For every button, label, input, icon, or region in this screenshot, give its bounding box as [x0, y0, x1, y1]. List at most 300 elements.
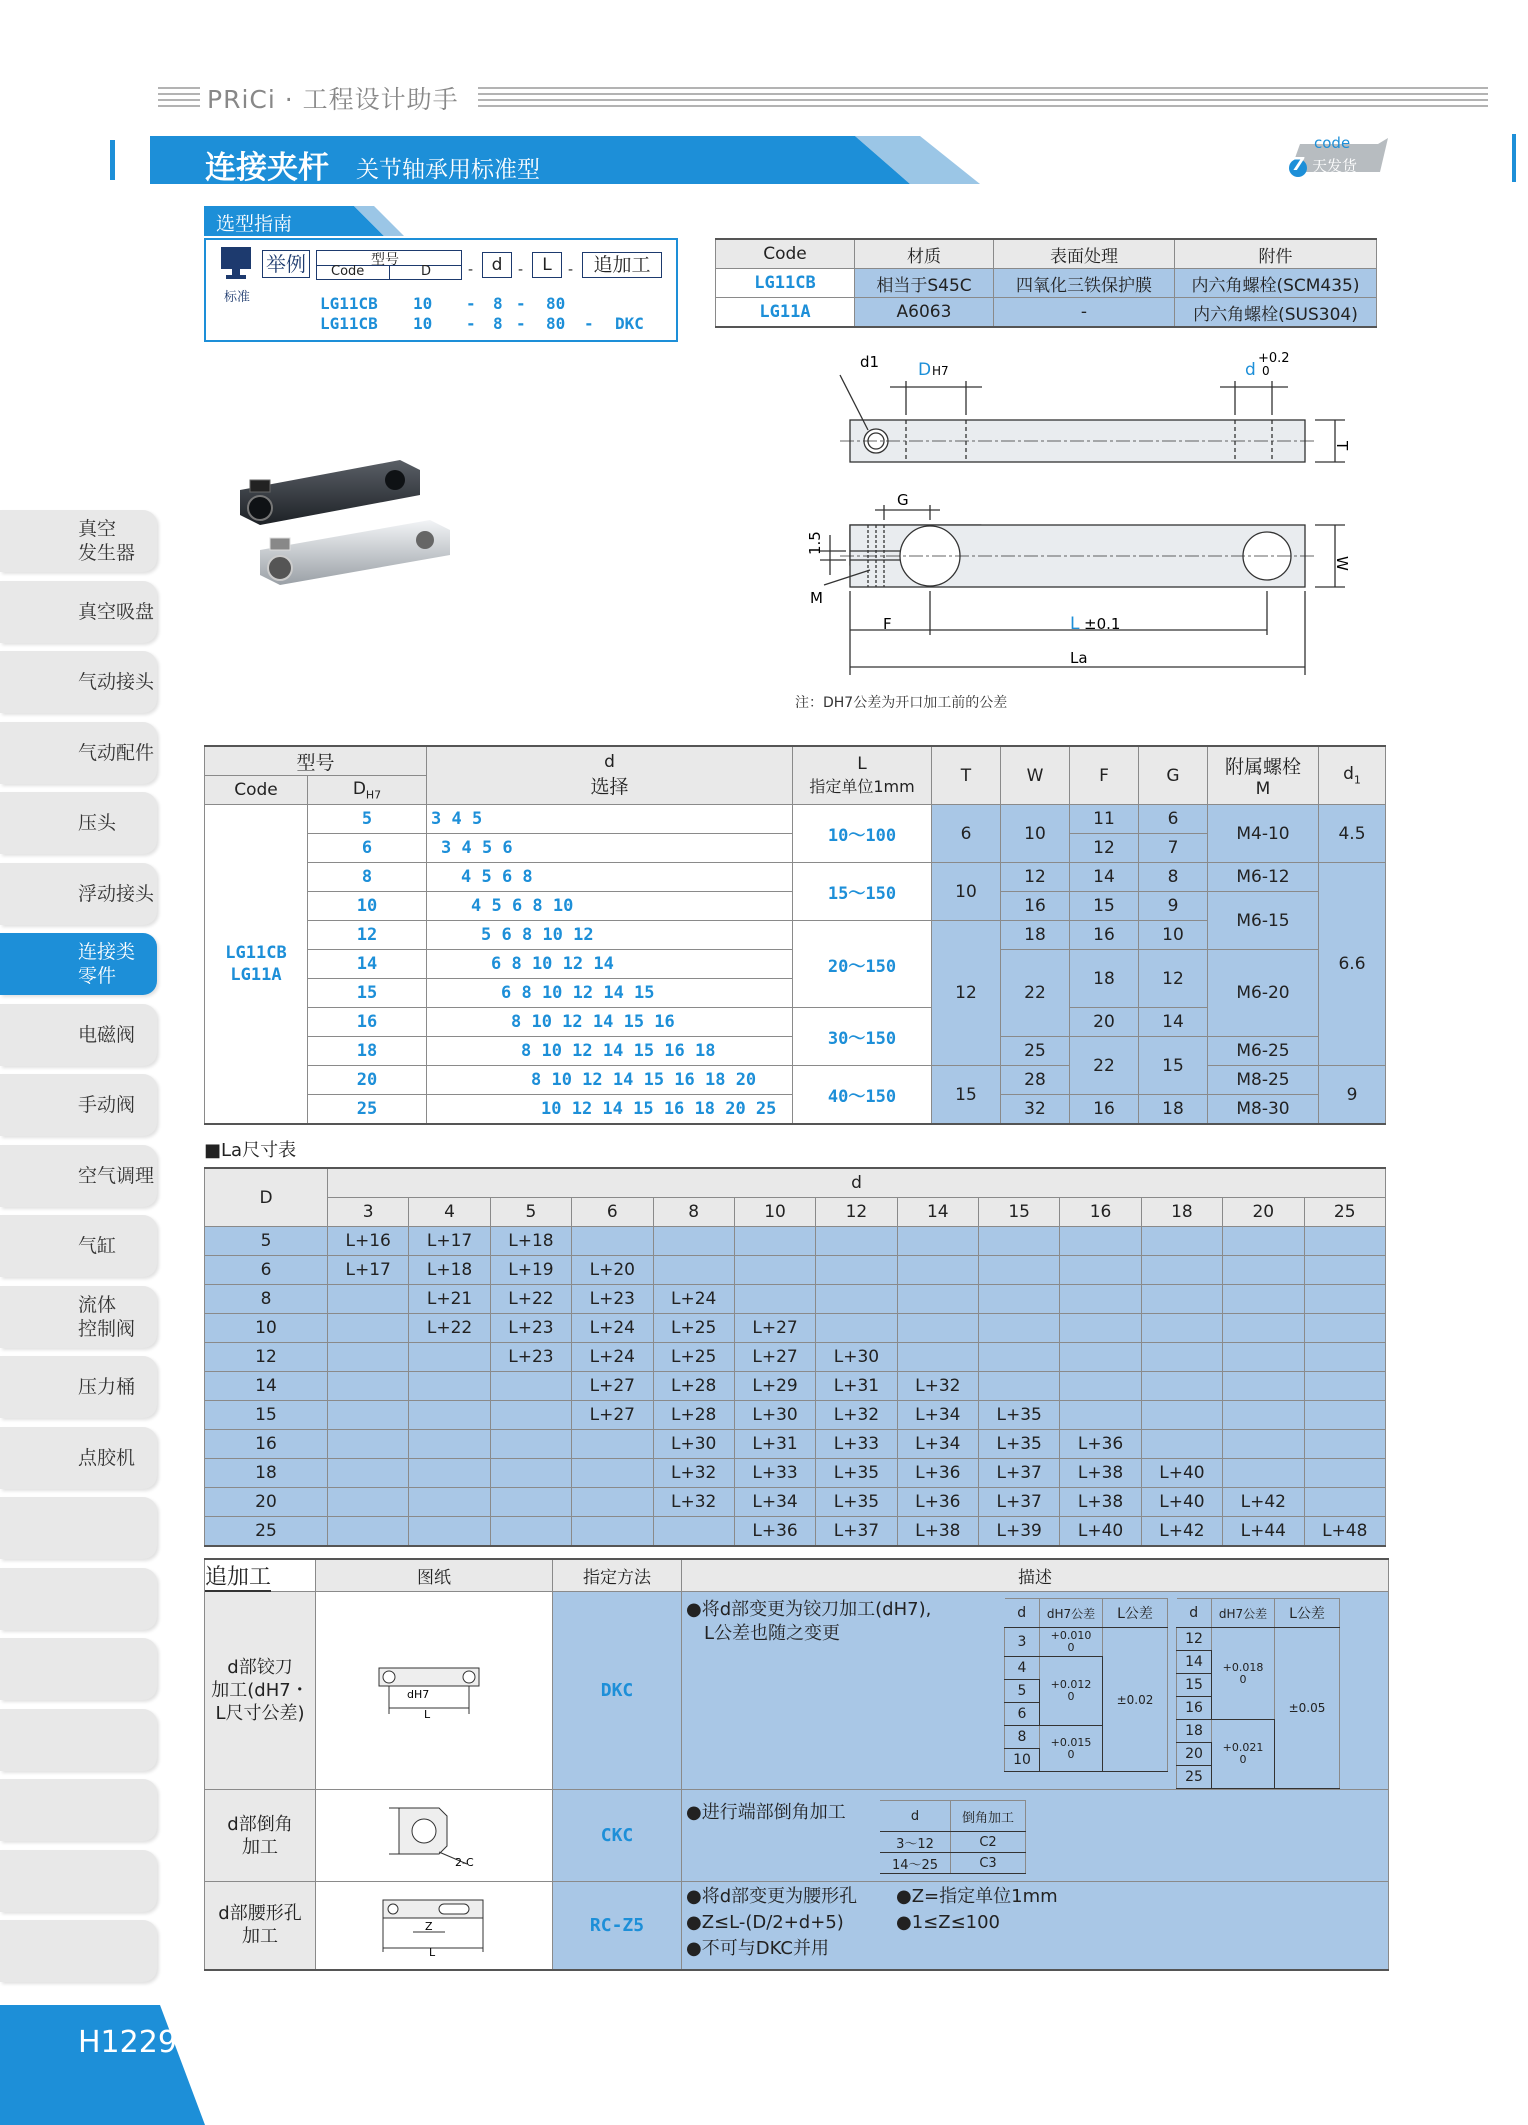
la-cell [328, 1401, 409, 1430]
spec-W: 18 [1001, 921, 1070, 950]
header-right-bar [1512, 134, 1516, 182]
la-cell: L+48 [1304, 1517, 1386, 1547]
la-cell [490, 1459, 571, 1488]
la-cell: L+42 [1141, 1517, 1222, 1547]
la-cell: L+22 [409, 1314, 490, 1343]
spec-W: 16 [1001, 892, 1070, 921]
la-cell [328, 1430, 409, 1459]
material-cell: LG11CB [716, 269, 855, 298]
dim-D: D [918, 360, 932, 380]
spec-D: 15 [308, 979, 427, 1008]
sidebar-item-4[interactable] [0, 792, 157, 854]
sidebar-item-label: 压力桶 [78, 1376, 136, 1398]
la-cell: L+19 [490, 1256, 571, 1285]
la-cell [1141, 1314, 1222, 1343]
guide-title: 选型指南 [216, 213, 293, 235]
guide-row-code: LG11CB [320, 294, 378, 313]
sidebar-item-3[interactable] [0, 722, 157, 784]
spec-F: 11 [1070, 805, 1139, 834]
mat-h-accessory: 附件 [1175, 239, 1377, 269]
dim-L-tol: ±0.1 [1084, 615, 1121, 633]
la-cell [328, 1517, 409, 1547]
la-row [205, 1372, 1386, 1401]
la-row [205, 1488, 1386, 1517]
la-cell [1060, 1314, 1141, 1343]
extra-h-desc: 描述 [682, 1559, 1389, 1592]
la-cell [1223, 1401, 1304, 1430]
sidebar-item-label: 气动配件 [78, 741, 155, 764]
la-cell [1060, 1343, 1141, 1372]
spec-h-T: T [932, 746, 1001, 805]
ckc-header: 倒角加工 [951, 1801, 1026, 1832]
la-cell [1304, 1488, 1386, 1517]
la-D: 10 [205, 1314, 328, 1343]
la-cell [816, 1314, 897, 1343]
extra-h-title: 追加工 [205, 1559, 316, 1592]
spec-h-code: Code [205, 776, 308, 805]
dkc-tol-value: +0.012 0 [1040, 1657, 1103, 1726]
la-cell: L+35 [816, 1459, 897, 1488]
la-cell: L+17 [328, 1256, 409, 1285]
mat-h-surface: 表面处理 [994, 239, 1175, 269]
delivery-badge: code 7 天发货 [1280, 134, 1390, 180]
la-cell: L+40 [1060, 1517, 1141, 1547]
svg-text:L: L [424, 1708, 431, 1718]
la-cell: L+27 [734, 1314, 815, 1343]
la-cell: L+36 [897, 1488, 978, 1517]
dkc-tol-d: 4 [1005, 1657, 1040, 1680]
la-cell [1141, 1227, 1222, 1256]
spec-G: 12 [1139, 950, 1208, 1008]
la-col-header: 15 [979, 1198, 1060, 1227]
spec-G: 7 [1139, 834, 1208, 863]
dkc-tol-header: dH7公差 [1212, 1599, 1275, 1628]
la-cell [1141, 1430, 1222, 1459]
guide-row-dash2: - [516, 314, 526, 333]
la-cell [1060, 1256, 1141, 1285]
extra-name-ckc: d部倒角 加工 [205, 1790, 316, 1882]
la-cell [328, 1459, 409, 1488]
la-cell: L+27 [734, 1343, 815, 1372]
sidebar-item-12[interactable] [0, 1356, 157, 1418]
spec-D: 18 [308, 1037, 427, 1066]
dkc-tol-value: +0.021 0 [1212, 1720, 1275, 1789]
spec-h-G: G [1139, 746, 1208, 805]
extra-box: 追加工 [582, 252, 662, 278]
spec-d-options: 6 8 10 12 14 15 [427, 979, 793, 1008]
la-cell [409, 1488, 490, 1517]
sidebar-item-14[interactable] [0, 1497, 157, 1559]
la-cell: L+17 [409, 1227, 490, 1256]
spec-d-options: 3 4 5 [427, 805, 793, 834]
extra-h-drawing: 图纸 [316, 1559, 553, 1592]
spec-G: 10 [1139, 921, 1208, 950]
spec-T: 15 [932, 1066, 1001, 1125]
la-col-header: 10 [734, 1198, 815, 1227]
mat-h-code: Code [716, 239, 855, 269]
la-cell [1223, 1343, 1304, 1372]
spec-F: 18 [1070, 950, 1139, 1008]
spec-T: 10 [932, 863, 1001, 921]
dkc-tol-d: 18 [1177, 1720, 1212, 1743]
extra-desc-ckc: ●进行端部倒角加工 d 倒角加工 3～12 C2 14～25 C3 [682, 1790, 1389, 1882]
la-cell [409, 1459, 490, 1488]
sidebar-item-7[interactable] [0, 1004, 157, 1066]
la-cell [490, 1430, 571, 1459]
svg-text:L: L [429, 1945, 436, 1956]
spec-d-options: 8 10 12 14 15 16 18 [427, 1037, 793, 1066]
ckc-header: d [880, 1801, 951, 1832]
la-cell [816, 1256, 897, 1285]
spec-h-F: F [1070, 746, 1139, 805]
la-D: 20 [205, 1488, 328, 1517]
spec-G: 18 [1139, 1095, 1208, 1125]
material-table [715, 238, 1377, 328]
la-cell [409, 1517, 490, 1547]
spec-row [205, 1066, 1386, 1095]
spec-M: M6-20 [1208, 950, 1319, 1037]
dkc-tol-header: L公差 [1275, 1599, 1340, 1628]
la-cell: L+32 [897, 1372, 978, 1401]
spec-d1: 4.5 [1319, 805, 1386, 863]
la-cell [1141, 1372, 1222, 1401]
ckc-cell: 14～25 [880, 1853, 951, 1874]
spec-G: 8 [1139, 863, 1208, 892]
la-cell [734, 1285, 815, 1314]
sidebar-item-9[interactable] [0, 1145, 157, 1207]
la-cell [409, 1372, 490, 1401]
la-cell [816, 1285, 897, 1314]
spec-L: 20～150 [793, 921, 932, 1008]
spec-W: 10 [1001, 805, 1070, 863]
la-col-header: 8 [653, 1198, 734, 1227]
sidebar-item-label: 空气调理 [78, 1164, 155, 1187]
spec-row [205, 805, 1386, 834]
material-row [716, 269, 1377, 298]
la-cell [328, 1343, 409, 1372]
technical-drawing [780, 345, 1360, 675]
la-cell: L+23 [572, 1285, 653, 1314]
sidebar-item-label: 手动阀 [78, 1094, 136, 1116]
la-cell [979, 1343, 1060, 1372]
dkc-tolerance-right [1176, 1598, 1340, 1789]
la-cell: L+33 [816, 1430, 897, 1459]
la-cell [1223, 1459, 1304, 1488]
spec-M: M6-12 [1208, 863, 1319, 892]
la-table-title: ■La尺寸表 [204, 1140, 297, 1161]
la-cell: L+31 [734, 1430, 815, 1459]
sidebar-item-label: 气缸 [78, 1235, 117, 1257]
spec-W: 22 [1001, 950, 1070, 1037]
guide-row-dash1: - [466, 314, 476, 333]
la-cell: L+21 [409, 1285, 490, 1314]
spec-D: 6 [308, 834, 427, 863]
dkc-tol-d: 20 [1177, 1743, 1212, 1766]
la-cell: L+28 [653, 1401, 734, 1430]
page-number: H1229 [78, 2025, 177, 2060]
sidebar-item-6[interactable] [0, 933, 157, 995]
dim-W: W [1333, 556, 1351, 571]
la-cell [979, 1372, 1060, 1401]
la-cell [1060, 1227, 1141, 1256]
la-cell: L+34 [897, 1430, 978, 1459]
la-cell [1223, 1430, 1304, 1459]
la-cell [897, 1256, 978, 1285]
extra-drawing-dkc [316, 1592, 553, 1790]
sidebar-item-8[interactable] [0, 1074, 157, 1136]
dkc-sketch [369, 1658, 499, 1718]
ckc-chamfer-table [880, 1800, 1026, 1874]
la-cell [490, 1401, 571, 1430]
sidebar-item-2[interactable] [0, 651, 157, 713]
spec-F: 16 [1070, 1095, 1139, 1125]
la-cell: L+22 [490, 1285, 571, 1314]
extra-desc-rc: ●将d部变更为腰形孔 ●Z=指定单位1mm ●Z≤L-(D/2+d+5) ●1≤Z≤100 ●不可与DKC并用 [682, 1882, 1389, 1970]
svg-text:2-C: 2-C [455, 1856, 474, 1868]
spec-D: 25 [308, 1095, 427, 1125]
la-cell: L+24 [653, 1285, 734, 1314]
la-cell: L+44 [1223, 1517, 1304, 1547]
guide-row-dash2: - [516, 294, 526, 313]
la-cell: L+28 [653, 1372, 734, 1401]
extra-drawing-ckc [316, 1790, 553, 1882]
spec-L: 10～100 [793, 805, 932, 863]
dkc-tolerance-left [1004, 1598, 1168, 1772]
la-cell [1304, 1256, 1386, 1285]
spec-D: 8 [308, 863, 427, 892]
la-row [205, 1401, 1386, 1430]
spec-table [204, 745, 1386, 1125]
spec-M: M8-30 [1208, 1095, 1319, 1125]
material-cell: 相当于S45C [855, 269, 994, 298]
dkc-tol-header: d [1177, 1599, 1212, 1628]
la-cell [1141, 1401, 1222, 1430]
la-cell: L+24 [572, 1314, 653, 1343]
sidebar-item-16[interactable] [0, 1638, 157, 1700]
sidebar-item-label: 真空 发生器 [78, 518, 136, 564]
ckc-cell: 3～12 [880, 1832, 951, 1853]
dkc-tol-value: +0.015 0 [1040, 1726, 1103, 1772]
guide-row-d: 8 [493, 314, 503, 333]
la-cell [979, 1314, 1060, 1343]
la-cell: L+18 [490, 1227, 571, 1256]
dkc-tol-d: 10 [1005, 1749, 1040, 1772]
la-D: 25 [205, 1517, 328, 1547]
la-col-header: 18 [1141, 1198, 1222, 1227]
la-cell: L+42 [1223, 1488, 1304, 1517]
material-row [716, 298, 1377, 328]
la-D: 5 [205, 1227, 328, 1256]
la-cell [1304, 1343, 1386, 1372]
spec-W: 25 [1001, 1037, 1070, 1066]
material-cell: 内六角螺栓(SUS304) [1175, 298, 1377, 328]
la-cell [1060, 1285, 1141, 1314]
la-cell [409, 1343, 490, 1372]
l-box: L [532, 252, 562, 278]
la-row [205, 1285, 1386, 1314]
spec-G: 14 [1139, 1008, 1208, 1037]
brand-title: PRiCi · 工程设计助手 [203, 80, 463, 116]
svg-text:dH7: dH7 [407, 1688, 430, 1701]
la-cell [734, 1227, 815, 1256]
sidebar-item-20[interactable] [0, 1920, 157, 1982]
la-cell [1223, 1285, 1304, 1314]
la-cell [897, 1343, 978, 1372]
la-cell: L+25 [653, 1314, 734, 1343]
sidebar-item-label: 电磁阀 [78, 1023, 136, 1046]
la-h-d: d [328, 1168, 1386, 1198]
la-cell: L+32 [653, 1459, 734, 1488]
la-cell [1304, 1430, 1386, 1459]
la-cell [328, 1314, 409, 1343]
spec-F: 16 [1070, 921, 1139, 950]
sidebar-item-1[interactable] [0, 581, 157, 643]
sidebar-item-label: 真空吸盘 [78, 600, 155, 623]
spec-d-options: 5 6 8 10 12 [427, 921, 793, 950]
la-cell: L+40 [1141, 1459, 1222, 1488]
la-cell: L+31 [816, 1372, 897, 1401]
la-col-header: 5 [490, 1198, 571, 1227]
spec-d-options: 8 10 12 14 15 16 [427, 1008, 793, 1037]
dim-F: F [883, 615, 892, 633]
la-cell [1141, 1256, 1222, 1285]
svg-text:Z: Z [425, 1919, 433, 1933]
la-cell [979, 1227, 1060, 1256]
guide-row-L: 80 [546, 294, 566, 313]
spec-F: 22 [1070, 1037, 1139, 1095]
sidebar-item-15[interactable] [0, 1568, 157, 1630]
spec-F: 20 [1070, 1008, 1139, 1037]
la-col-header: 6 [572, 1198, 653, 1227]
spec-T: 12 [932, 921, 1001, 1066]
la-cell [409, 1430, 490, 1459]
spec-G: 9 [1139, 892, 1208, 921]
dkc-tol-d: 8 [1005, 1726, 1040, 1749]
la-cell: L+29 [734, 1372, 815, 1401]
extra-code-ckc: CKC [553, 1790, 682, 1882]
ckc-cell: C3 [951, 1853, 1026, 1874]
la-cell: L+36 [897, 1459, 978, 1488]
sidebar-item-17[interactable] [0, 1709, 157, 1771]
la-col-header: 20 [1223, 1198, 1304, 1227]
la-D: 6 [205, 1256, 328, 1285]
la-cell [979, 1285, 1060, 1314]
la-cell [572, 1517, 653, 1547]
guide-row-D: 10 [413, 294, 433, 313]
dkc-tol-d: 3 [1005, 1628, 1040, 1657]
la-row [205, 1256, 1386, 1285]
sidebar-item-label: 点胶机 [78, 1446, 136, 1469]
sidebar-item-0[interactable] [0, 510, 157, 572]
sidebar-item-13[interactable] [0, 1427, 157, 1489]
la-cell [572, 1227, 653, 1256]
spec-M: M8-25 [1208, 1066, 1319, 1095]
la-cell [897, 1314, 978, 1343]
dim-d: d [1245, 360, 1256, 380]
la-row [205, 1227, 1386, 1256]
product-photo [200, 440, 470, 620]
la-D: 8 [205, 1285, 328, 1314]
la-cell: L+36 [734, 1517, 815, 1547]
material-cell: 四氧化三铁保护膜 [994, 269, 1175, 298]
la-cell: L+40 [1141, 1488, 1222, 1517]
la-cell: L+24 [572, 1343, 653, 1372]
la-cell: L+18 [409, 1256, 490, 1285]
guide-row-dash1: - [466, 294, 476, 313]
la-cell: L+37 [979, 1488, 1060, 1517]
material-cell: A6063 [855, 298, 994, 328]
guide-row-d: 8 [493, 294, 503, 313]
la-cell: L+38 [1060, 1459, 1141, 1488]
dim-M: M [810, 589, 823, 607]
la-D: 14 [205, 1372, 328, 1401]
spec-T: 6 [932, 805, 1001, 863]
la-cell [572, 1459, 653, 1488]
dim-G: G [897, 491, 909, 509]
spec-F: 14 [1070, 863, 1139, 892]
la-cell [1304, 1314, 1386, 1343]
la-cell [572, 1430, 653, 1459]
spec-W: 32 [1001, 1095, 1070, 1125]
extra-drawing-rc [316, 1882, 553, 1970]
spec-M: M6-25 [1208, 1037, 1319, 1066]
sidebar-item-label: 连接类 零件 [78, 941, 136, 987]
extra-name-dkc: d部铰刀 加工(dH7・ L尺寸公差) [205, 1592, 316, 1790]
drawing-note: 注：DH7公差为开口加工前的公差 [795, 695, 1008, 711]
spec-h-L: L 指定单位1mm [793, 746, 932, 805]
dim-La: La [1070, 649, 1088, 667]
la-cell: L+35 [979, 1430, 1060, 1459]
la-col-header: 14 [897, 1198, 978, 1227]
page-subtitle: 关节轴承用标准型 [356, 157, 540, 183]
dkc-tol-d: 12 [1177, 1628, 1212, 1651]
dkc-tol-value: +0.010 0 [1040, 1628, 1103, 1657]
extra-desc-dkc: ●将d部变更为铰刀加工(dH7), L公差也随之变更 d dH7公差 L公差 3 +0.010 0 ±0.02 4 +0.012 0 5 6 8 +0.015 0 10 d dH7公差 L公差 12 +0.018 0 ±0.05 14 15 16 18 +0.021 0 20 25 [682, 1592, 1389, 1790]
sidebar-item-18[interactable] [0, 1779, 157, 1841]
spec-h-model: 型号 [205, 746, 427, 776]
spec-h-d1: $d_1$ [1319, 746, 1386, 805]
spec-code: LG11CB LG11A [205, 805, 308, 1125]
la-cell [1141, 1285, 1222, 1314]
la-col-header: 25 [1304, 1198, 1386, 1227]
model-box: 型号 Code D [316, 250, 462, 280]
la-col-header: 4 [409, 1198, 490, 1227]
monitor-icon [220, 246, 254, 282]
guide-row-L: 80 [546, 314, 566, 333]
la-col-header: 16 [1060, 1198, 1141, 1227]
d-box: d [482, 252, 512, 278]
spec-h-d: d 选择 [427, 746, 793, 805]
spec-h-W: W [1001, 746, 1070, 805]
la-cell: L+27 [572, 1372, 653, 1401]
dim-T: T [1333, 441, 1351, 451]
dkc-tol-header: dH7公差 [1040, 1599, 1103, 1628]
ckc-sketch [369, 1798, 499, 1868]
sidebar-item-10[interactable] [0, 1215, 157, 1277]
sidebar-item-11[interactable] [0, 1286, 157, 1348]
dim-1-5: 1.5 [806, 531, 824, 555]
sidebar-item-19[interactable] [0, 1850, 157, 1912]
guide-row-dash3: - [584, 314, 594, 333]
spec-d-options: 3 4 5 6 [427, 834, 793, 863]
la-cell: L+35 [816, 1488, 897, 1517]
la-cell: L+34 [897, 1401, 978, 1430]
la-cell: L+38 [1060, 1488, 1141, 1517]
la-cell [1141, 1343, 1222, 1372]
sidebar-item-5[interactable] [0, 863, 157, 925]
spec-d-options: 4 5 6 8 [427, 863, 793, 892]
spec-D: 10 [308, 892, 427, 921]
